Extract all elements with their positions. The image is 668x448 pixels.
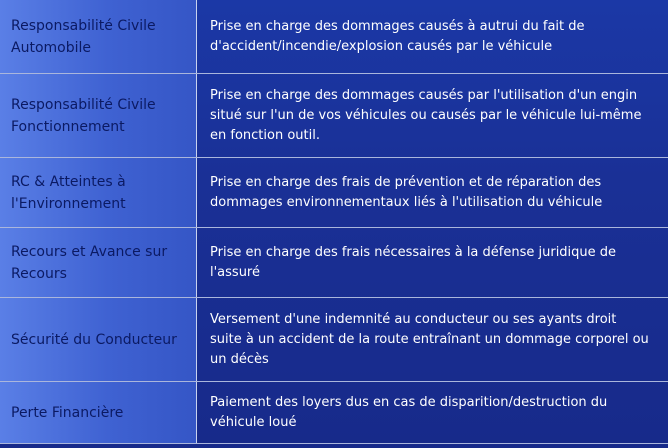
coverage-label-cell (0, 382, 197, 443)
coverage-label: Responsabilité Civile Fonctionnement (11, 96, 156, 135)
coverage-label: Responsabilité Civile Automobile (11, 17, 156, 56)
coverage-description-cell (198, 228, 668, 297)
coverage-label: RC & Atteintes à l'Environnement (11, 173, 126, 212)
table-row (0, 0, 668, 74)
coverage-label-cell (0, 228, 197, 297)
coverage-label: Perte Financière (11, 404, 124, 421)
coverage-description: Prise en charge des frais de prévention et de réparation des dommages environnementaux liés à l'utilisation du véhicule (210, 174, 603, 210)
coverage-description: Prise en charge des frais nécessaires à la défense juridique de l'assuré (210, 244, 617, 280)
coverage-description-cell (198, 158, 668, 227)
coverage-label-cell (0, 74, 197, 157)
coverage-label: Sécurité du Conducteur (11, 331, 177, 348)
coverage-label: Recours et Avance sur Recours (11, 243, 168, 282)
coverage-label-cell (0, 298, 197, 381)
table-row (0, 298, 668, 382)
coverage-description: Versement d'une indemnité au conducteur ou ses ayants droit suite à un accident de la route entraînant un dommage corporel ou un décès (210, 311, 649, 367)
table-row (0, 382, 668, 444)
coverage-description-cell (198, 298, 668, 381)
coverage-description: Prise en charge des dommages causés à autrui du fait de d'accident/incendie/explosion causés par le véhicule (210, 18, 585, 54)
coverage-label-cell (0, 158, 197, 227)
coverage-description: Paiement des loyers dus en cas de disparition/destruction du véhicule loué (210, 394, 608, 430)
table-row (0, 228, 668, 298)
coverage-description-cell (198, 0, 668, 73)
coverage-description-cell (198, 74, 668, 157)
table-row (0, 74, 668, 158)
table-row (0, 158, 668, 228)
coverage-label-cell (0, 0, 197, 73)
coverage-description: Prise en charge des dommages causés par l'utilisation d'un engin situé sur l'un de vos véhicules ou causés par le véhicule lui-même en fonction outil. (210, 87, 642, 143)
coverage-description-cell (198, 382, 668, 443)
